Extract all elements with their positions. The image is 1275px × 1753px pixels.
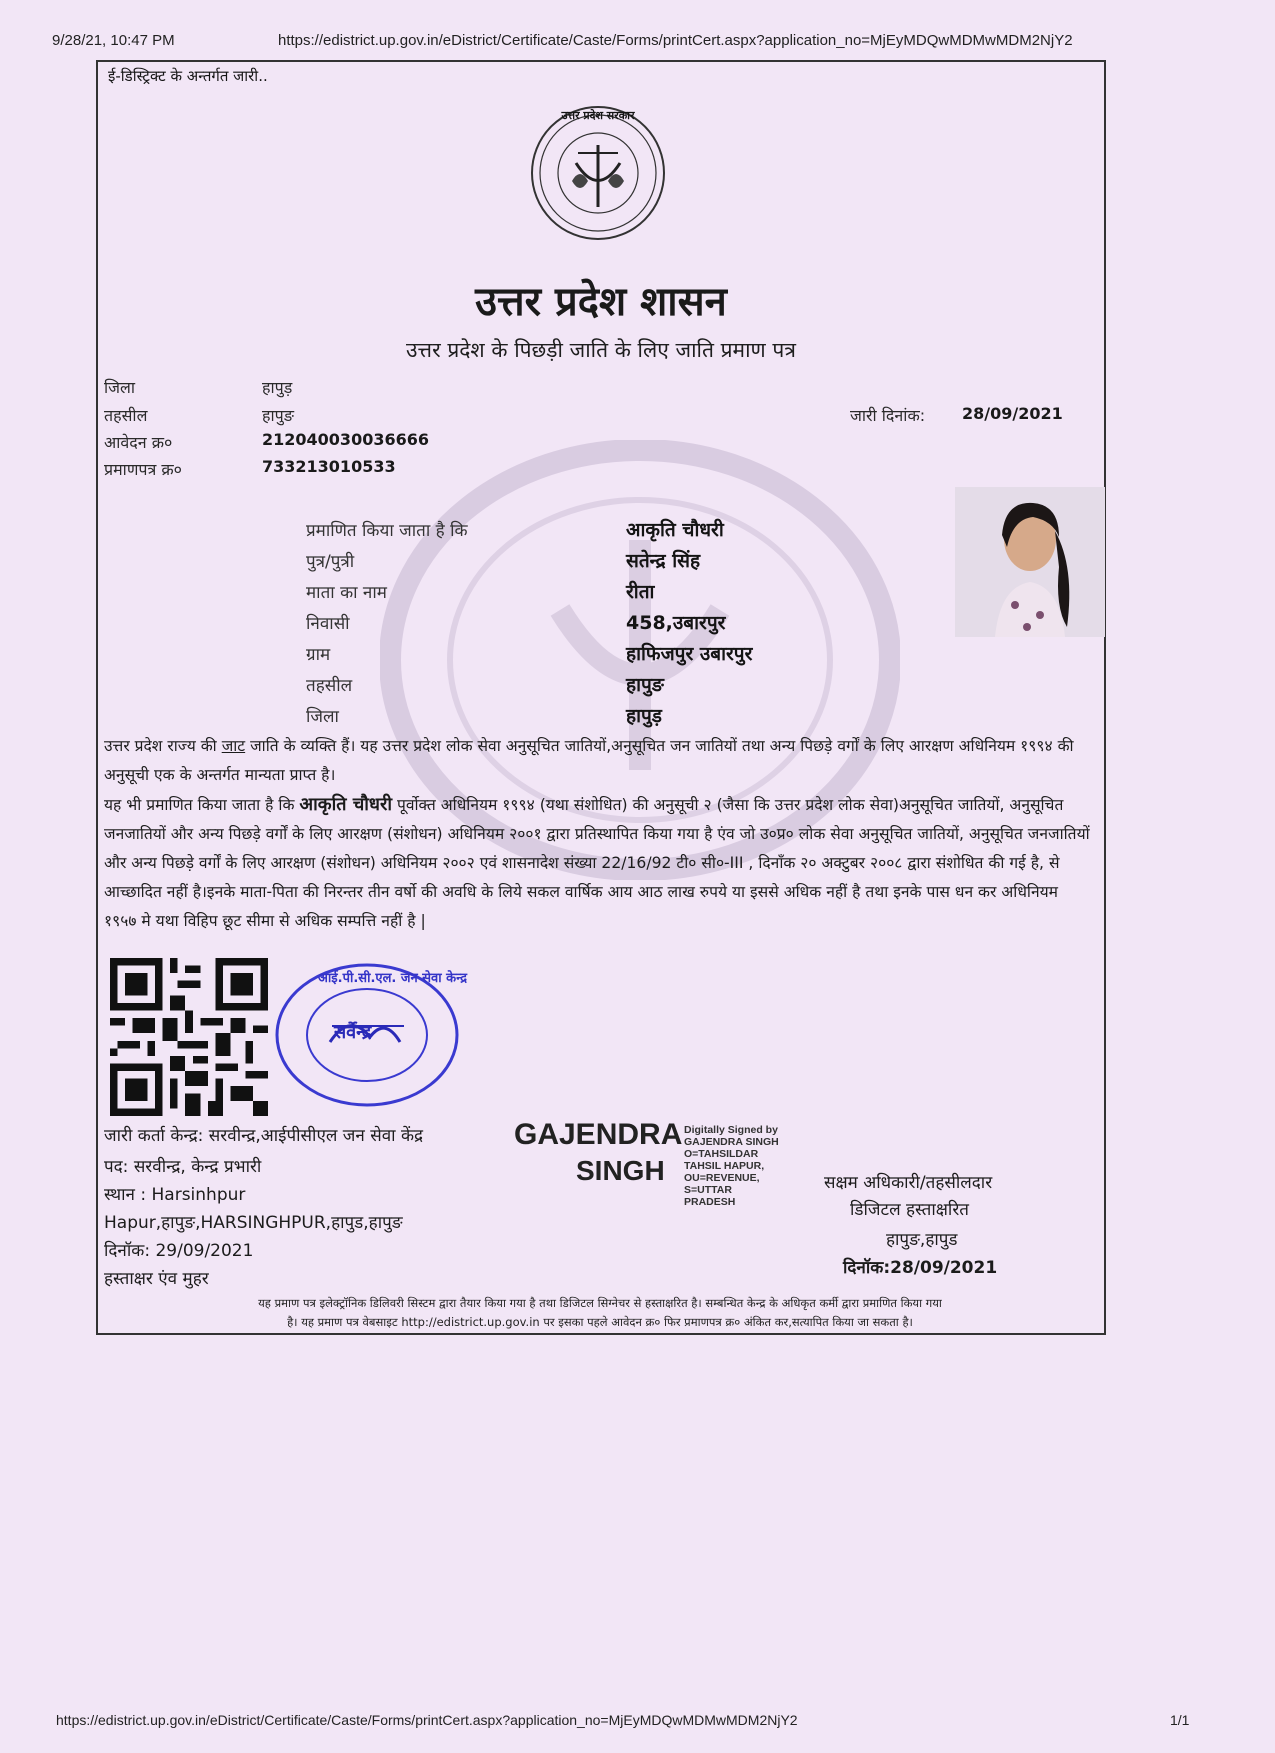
issuer-place: स्थान : Harsinhpur [104, 1185, 246, 1205]
mother-name: रीता [626, 581, 655, 603]
verification-note: यह प्रमाण पत्र इलेक्ट्रॉनिक डिलिवरी सिस्टम द्वारा तैयार किया गया है तथा डिजिटल सिग्नेचर से हस्ताक्षरित है। सम्बन्धित केन्द्र के अधिकृत कर्मी द्वारा प्रमाणित किया गया है। यह प्रमाण पत्र वेबसाइट http://edistrict.up.gov.in पर इसका पहले आवेदन क्र० फिर प्रमाणपत्र क्र० अंकित कर,सत्यापित किया जा सकता है। [258, 1296, 942, 1329]
print-url-header[interactable]: https://edistrict.up.gov.in/eDistrict/Certificate/Caste/Forms/printCert.aspx?application_no=MjEyMDQwMDMwMDM2NjY2 [278, 32, 1073, 49]
officer-title: सक्षम अधिकारी/तहसीलदार [824, 1173, 993, 1193]
issue-date-label: जारी दिनांक: [850, 406, 926, 425]
certificate-title: उत्तर प्रदेश शासन [475, 278, 727, 325]
digital-signature-details: Digitally Signed by GAJENDRA SINGH O=TAHSILDAR TAHSIL HAPUR, OU=REVENUE, S=UTTAR PRADESH [684, 1124, 779, 1208]
signature-seal-label: हस्ताक्षर एंव मुहर [104, 1269, 209, 1289]
digital-signer-name: GAJENDRA [514, 1118, 683, 1151]
officer-place: हापुङ,हापुड [886, 1230, 958, 1250]
field-label-residence: निवासी [306, 614, 350, 634]
issued-under-label: ई-डिस्ट्रिक्ट के अन्तर्गत जारी.. [108, 67, 268, 85]
certificate-subtitle: उत्तर प्रदेश के पिछड़ी जाति के लिए जाति प्रमाण पत्र [406, 338, 796, 362]
issuing-centre: जारी कर्ता केन्द्र: सरवीन्द्र,आईपीसीएल जन सेवा केंद्र [104, 1126, 424, 1146]
digital-signer-surname: SINGH [576, 1155, 665, 1186]
application-number: 212040030036666 [262, 430, 429, 449]
district: हापुड़ [626, 705, 662, 727]
applicant-name-inline: आकृति चौधरी [299, 794, 393, 815]
father-name: सतेन्द्र सिंह [626, 550, 701, 572]
meta-value-tehsil: हापुङ [262, 406, 294, 425]
qr-code[interactable] [110, 958, 268, 1116]
field-label-tehsil: तहसील [306, 676, 353, 696]
tehsil: हापुङ [626, 674, 664, 696]
print-timestamp: 9/28/21, 10:47 PM [52, 32, 175, 49]
page-count: 1/1 [1170, 1712, 1190, 1728]
residence: 458,उबारपुर [626, 612, 726, 634]
meta-label-certificate-no: प्रमाणपत्र क्र० [104, 460, 182, 479]
print-url-footer[interactable]: https://edistrict.up.gov.in/eDistrict/Certificate/Caste/Forms/printCert.aspx?application_no=MjEyMDQwMDMwMDM2NjY2 [56, 1712, 798, 1728]
non-creamy-layer-declaration: यह भी प्रमाणित किया जाता है कि आकृति चौधरी पूर्वोक्त अधिनियम १९९४ (यथा संशोधित) की अनुसूची २ (जैसा कि उत्तर प्रदेश लोक सेवा)अनुसूचित जातियों, अनुसूचित जनजातियों और अन्य पिछड़े वर्गों के लिए आरक्षण (संशोधन) अधिनियम २००१ द्वारा प्रतिस्थापित किया गया है एंव जो उ०प्र० लोक सेवा अनुसूचित जातियों, अनुसूचित जनजातियों और अन्य पिछड़े वर्गों के लिए आरक्षण (संशोधन) अधिनियम २००२ एवं शासनादेश संख्या 22/16/92 टी० सी०-III , दिनाँक २० अक्टुबर २००८ द्वारा संशोधित की गई है, से आच्छादित नहीं है।इनके माता-पिता की निरन्तर तीन वर्षो की अवधि के लिये सकल वार्षिक आय आठ लाख रुपये या इससे अधिक नहीं है तथा इनके पास धन कर अधिनियम १९५७ मे यथा विहिप छूट सीमा से अधिक सम्पत्ति नहीं है | [104, 794, 1090, 930]
caste-name: जाट [221, 737, 246, 755]
applicant-name: आकृति चौधरी [626, 519, 724, 541]
meta-label-district: जिला [104, 378, 136, 397]
issuer-designation: पद: सरवीन्द्र, केन्द्र प्रभारी [104, 1157, 262, 1177]
applicant-photo [955, 487, 1105, 637]
meta-value-district: हापुड़ [262, 378, 293, 397]
village: हाफिजपुर उबारपुर [626, 643, 753, 665]
field-label-parent: पुत्र/पुत्री [306, 552, 355, 572]
field-label-mother: माता का नाम [306, 583, 387, 603]
issuer-date: दिनॉक: 29/09/2021 [104, 1241, 254, 1261]
field-label-village: ग्राम [306, 645, 331, 665]
meta-label-application-no: आवेदन क्र० [104, 433, 173, 452]
stamp-ring-text: आई.पी.सी.एल. जन सेवा केन्द्र [318, 971, 468, 986]
up-government-emblem [528, 103, 668, 243]
officer-date: दिनॉक:28/09/2021 [843, 1258, 998, 1278]
meta-label-tehsil: तहसील [104, 406, 148, 425]
caste-declaration: उत्तर प्रदेश राज्य की जाट जाति के व्यक्ति हैं। यह उत्तर प्रदेश लोक सेवा अनुसूचित जातियों,अनुसूचित जन जातियों तथा अन्य पिछड़े वर्गों के लिए आरक्षण अधिनियम १९९४ की अनुसूची एक के अन्तर्गत मान्यता प्राप्त है। [104, 737, 1074, 784]
stamp-signature: सर्वेन्द्र [334, 1022, 372, 1043]
issue-date: 28/09/2021 [962, 404, 1063, 423]
officer-signed-status: डिजिटल हस्ताक्षरित [850, 1200, 969, 1220]
emblem-caption: उत्तर प्रदेश सरकार [561, 109, 635, 122]
field-label-district: जिला [306, 707, 339, 727]
field-label-name: प्रमाणित किया जाता है कि [306, 521, 468, 541]
certificate-number: 733213010533 [262, 457, 396, 476]
issuer-address: Hapur,हापुङ,HARSINGHPUR,हापुड,हापुङ [104, 1213, 403, 1233]
